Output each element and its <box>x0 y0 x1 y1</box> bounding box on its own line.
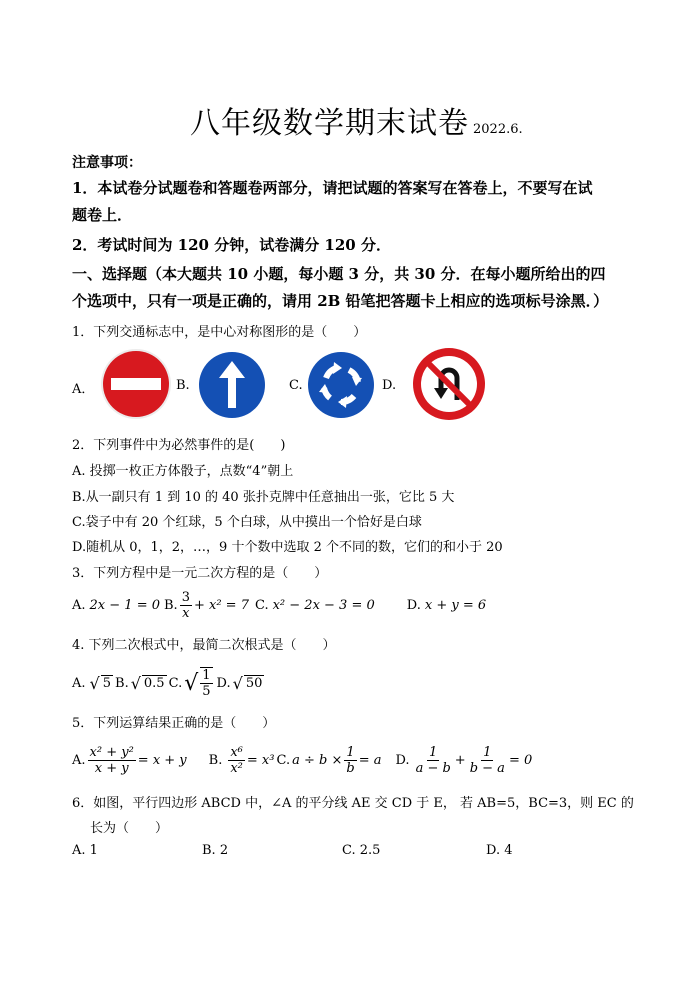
q5-option-c-rhs: = a <box>358 752 382 768</box>
q3-option-b-label: B. <box>164 597 178 613</box>
section-1-line-1: 一、选择题（本大题共 10 小题，每小题 3 分，共 30 分．在每小题所给出的四 <box>72 265 606 283</box>
q3-option-d-expr: x + y = 6 <box>424 597 487 613</box>
q3-option-b-rest: + x² = 7 <box>193 597 249 613</box>
notice-heading: 注意事项： <box>72 155 142 171</box>
q5-option-d-fraction-1: $\frac{1}{a - b}$ <box>415 744 451 776</box>
q3-options <box>72 585 486 625</box>
q3-option-a-label: A. <box>72 597 86 613</box>
q5-option-a-rhs: = x + y <box>137 752 187 768</box>
q6-option-d: D. 4 <box>486 843 513 858</box>
section-1-line-2: 个选项中，只有一项是正确的，请用 2B 铅笔把答题卡上相应的选项标号涂黑．） <box>72 292 609 310</box>
q5-option-b-label: B. <box>208 752 223 768</box>
q5-option-d-rhs: = 0 <box>508 752 533 768</box>
q5-stem: 5．下列运算结果正确的是（ ） <box>72 716 276 731</box>
q2-option-b: B.从一副只有 1 到 10 的 40 张扑克牌中任意抽出一张，它比 5 大 <box>72 490 455 505</box>
q4-option-a-label: A. <box>72 675 86 691</box>
q1-option-a-label: A． <box>72 382 95 397</box>
q4-stem: 4. 下列二次根式中，最简二次根式是（ ） <box>72 638 336 653</box>
roundabout-sign-icon <box>304 348 378 422</box>
ahead-only-sign-icon <box>195 348 269 422</box>
q4-option-b-radicand: 0.5 <box>143 676 165 691</box>
q1-stem: 1．下列交通标志中，是中心对称图形的是（ ） <box>72 325 367 340</box>
q2-stem: 2．下列事件中为必然事件的是( ) <box>72 438 286 453</box>
q5-option-c-fraction: $\frac{1}{b}$ <box>346 744 355 776</box>
q5-option-d-plus: + <box>454 752 466 768</box>
q4-option-c-fraction: $\frac{1}{5}$ <box>202 668 211 699</box>
q4-option-a-radicand: 5 <box>102 676 112 691</box>
q1-option-c-label: C. <box>289 378 303 393</box>
q6-option-a: A. 1 <box>72 843 98 858</box>
q4-options: A. √ 5 B. √ 0.5 C. √ $\frac{1}{5}$ D. √ 50 <box>72 668 263 699</box>
q2-option-c: C.袋子中有 20 个红球，5 个白球，从中摸出一个恰好是白球 <box>72 515 422 530</box>
q5-option-c-label: C. <box>276 752 291 768</box>
notice-item-1-line-1: 1．本试卷分试题卷和答题卷两部分，请把试题的答案写在答卷上，不要写在试 <box>72 179 593 197</box>
q3-stem: 3．下列方程中是一元二次方程的是（ ） <box>72 566 328 581</box>
q6-option-c: C. 2.5 <box>342 843 381 858</box>
q6-option-b: B. 2 <box>202 843 229 858</box>
q4-option-d-radicand: 50 <box>245 676 263 691</box>
q3-option-d-label: D. <box>406 597 421 613</box>
q4-option-d-label: D. <box>216 675 231 691</box>
no-u-turn-sign-icon <box>411 346 487 422</box>
q5-option-d-fraction-2: $\frac{1}{b - a}$ <box>469 744 505 776</box>
q3-option-a-expr: 2x − 1 = 0 <box>89 597 160 613</box>
q6-stem-line-2: 长为（ ） <box>90 821 169 836</box>
q5-option-a-fraction: $\frac{\text{x² + y²}}{x + y}$ <box>89 744 134 776</box>
q4-option-b-label: B. <box>115 675 129 691</box>
q3-option-c-expr: x² − 2x − 3 = 0 <box>272 597 375 613</box>
q2-option-a: A. 投掷一枚正方体骰子，点数“4”朝上 <box>72 464 294 479</box>
q5-options <box>72 738 532 782</box>
q2-option-d: D.随机从 0，1，2，…，9 十个数中选取 2 个不同的数，它们的和小于 20 <box>72 540 503 555</box>
no-entry-sign-icon <box>100 348 172 420</box>
notice-item-1-line-2: 题卷上． <box>72 206 133 224</box>
q5-option-a-label: A. <box>72 752 86 768</box>
q4-option-c-label: C. <box>168 675 183 691</box>
q1-option-d-label: D. <box>382 378 397 393</box>
notice-item-2: 2．考试时间为 120 分钟，试卷满分 120 分． <box>72 236 391 254</box>
q5-option-b-fraction: $\frac{\text{x⁶}}{\text{x²}}$ <box>230 744 243 776</box>
q5-option-b-rhs: = x³ <box>246 752 275 768</box>
exam-date: 2022.6. <box>473 122 523 137</box>
q6-stem-line-1: 6．如图，平行四边形 ABCD 中，∠A 的平分线 AE 交 CD 于 E， 若 AB=5，BC=3，则 EC 的 <box>72 796 634 811</box>
q3-option-b-fraction: $\frac{3}{x}$ <box>181 589 190 621</box>
q5-option-c-expr: a ÷ b × <box>292 752 343 768</box>
page-title: 八年级数学期末试卷 2022.6. <box>190 106 523 141</box>
q5-option-d-label: D. <box>395 752 410 768</box>
q3-option-c-label: C. <box>254 597 269 613</box>
q1-option-b-label: B. <box>176 378 190 393</box>
